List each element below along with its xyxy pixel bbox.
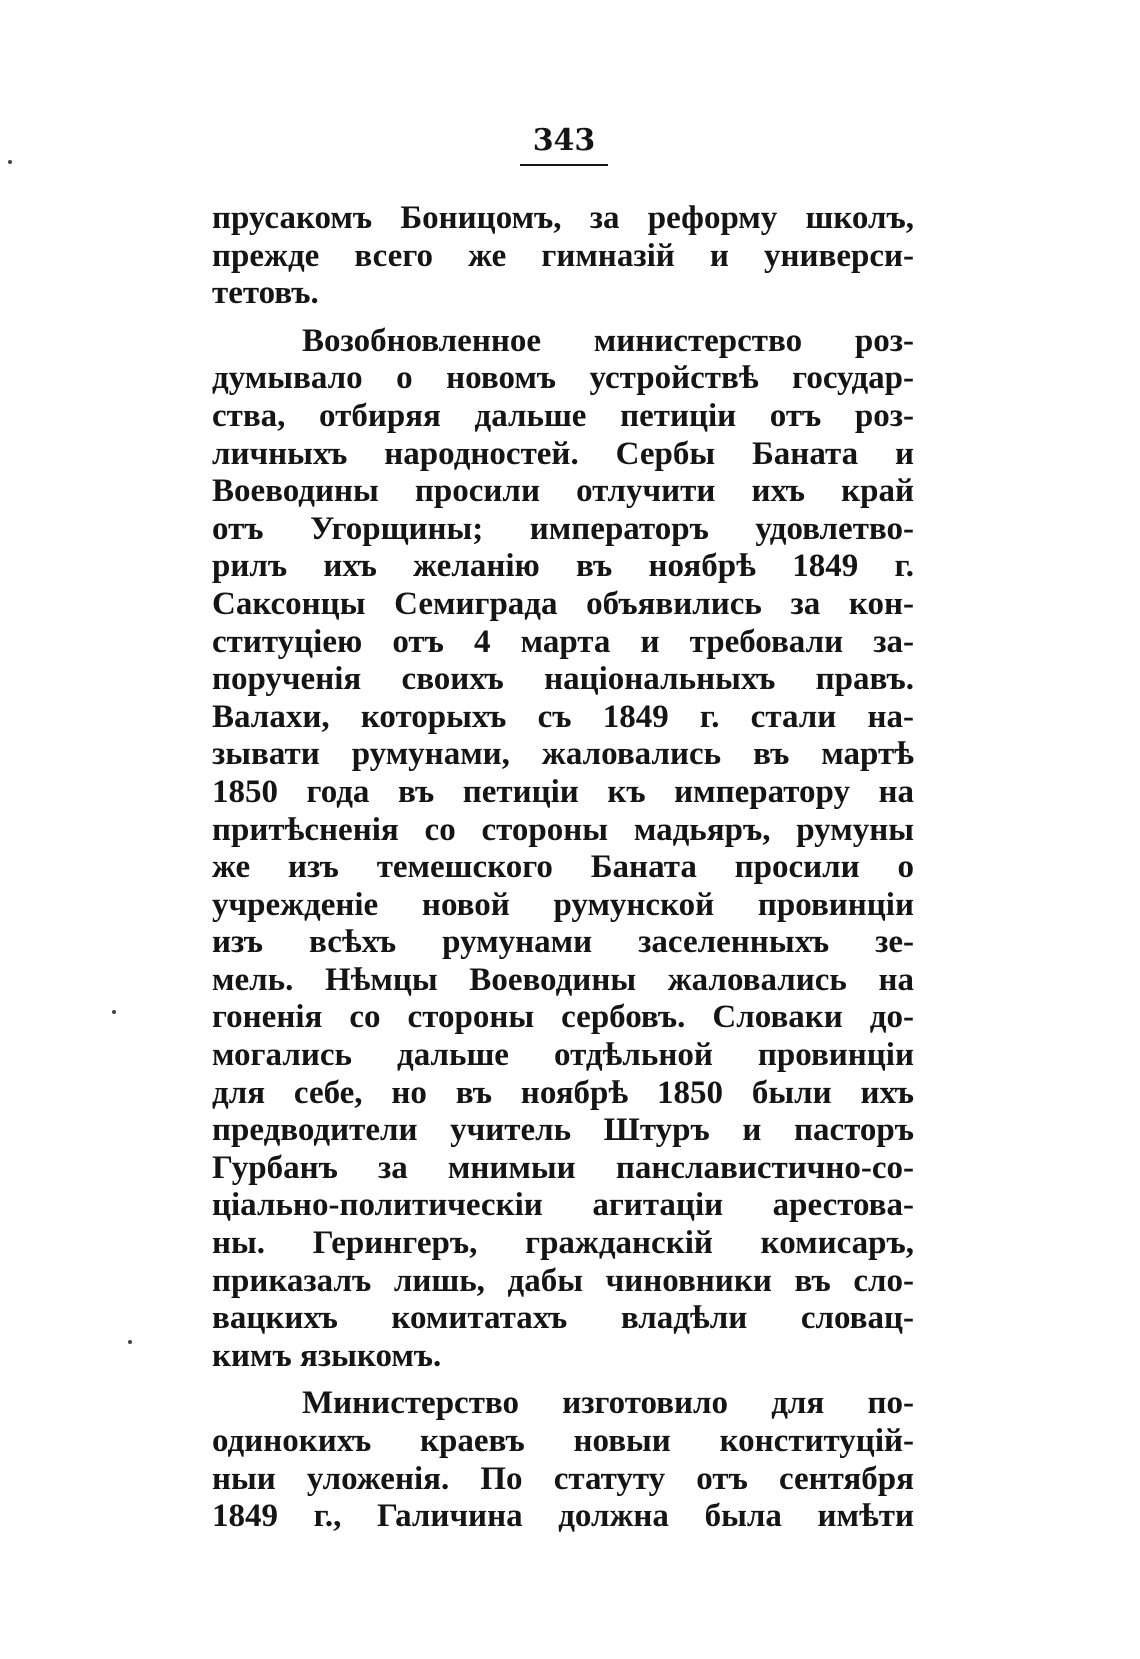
text-line: учрежденіе новой румунской провинціи: [212, 886, 914, 923]
text-line: порученія своихъ національныхъ правъ.: [212, 661, 914, 698]
text-line: одинокихъ краевъ новыи конституцій-: [212, 1423, 914, 1459]
text-line: для себе, но въ ноябрѣ 1850 были ихъ: [212, 1074, 914, 1111]
text-line: могались дальше отдѣльной провинціи: [212, 1037, 914, 1074]
scan-speck: [112, 1010, 116, 1014]
text-line: Гурбанъ за мнимыи панславистично-со-: [212, 1149, 914, 1186]
text-line: 1849 г., Галичина должна была имѣти: [212, 1498, 914, 1535]
text-line: Воеводины просили отлучити ихъ край: [212, 473, 914, 510]
text-line: гоненія со стороны сербовъ. Словаки до-: [212, 999, 914, 1036]
text-line: Валахи, которыхъ съ 1849 г. стали на-: [212, 698, 914, 735]
text-line: изъ всѣхъ румунами заселенныхъ зе-: [212, 924, 914, 961]
text-line: 1850 года въ петиціи къ императору на: [212, 773, 914, 810]
text-line: ціально-политическіи агитаціи арестова-: [212, 1187, 914, 1224]
text-line: кимъ языкомъ.: [212, 1337, 442, 1374]
text-line: зывати румунами, жаловались въ мартѣ: [212, 736, 914, 773]
text-line: ныи уложенія. По статуту отъ сентября: [212, 1460, 914, 1497]
text-line: прежде всего же гимназій и универси-: [212, 237, 914, 274]
text-line: Саксонцы Семиграда объявились за кон-: [212, 585, 914, 622]
text-line: же изъ темешского Баната просили о: [212, 849, 914, 886]
text-line: ны. Герингеръ, гражданскій комисаръ,: [212, 1225, 914, 1262]
text-line: приказалъ лишь, дабы чиновники въ сло-: [212, 1262, 914, 1299]
text-line: Возобновленное министерство роз-: [302, 322, 914, 359]
page-number: 343: [520, 118, 608, 166]
scan-speck: [128, 1340, 132, 1344]
text-line: прусакомъ Боницомъ, за реформу школъ,: [212, 200, 914, 236]
scan-speck: [8, 160, 12, 164]
text-line: притѣсненія со стороны мадьяръ, румуны: [212, 811, 914, 848]
text-line: предводители учитель Штуръ и пасторъ: [212, 1112, 914, 1149]
text-line: отъ Угорщины; императоръ удовлетво-: [212, 510, 914, 547]
paragraph: [212, 200, 914, 313]
body-text: [212, 200, 914, 1536]
text-line: думывало о новомъ устройствѣ государ-: [212, 360, 914, 397]
text-line: Министерство изготовило для по-: [302, 1385, 914, 1422]
text-line: рилъ ихъ желанію въ ноябрѣ 1849 г.: [212, 548, 914, 585]
text-line: тетовъ.: [212, 275, 319, 312]
text-line: ституціею отъ 4 марта и требовали за-: [212, 623, 914, 660]
paragraph: [212, 1385, 914, 1535]
text-line: ства, отбиряя дальше петиціи отъ роз-: [212, 397, 914, 434]
text-line: вацкихъ комитатахъ владѣли словац-: [212, 1300, 914, 1337]
paragraph: [212, 323, 914, 1376]
text-line: мель. Нѣмцы Воеводины жаловались на: [212, 961, 914, 998]
text-line: личныхъ народностей. Сербы Баната и: [212, 435, 914, 472]
